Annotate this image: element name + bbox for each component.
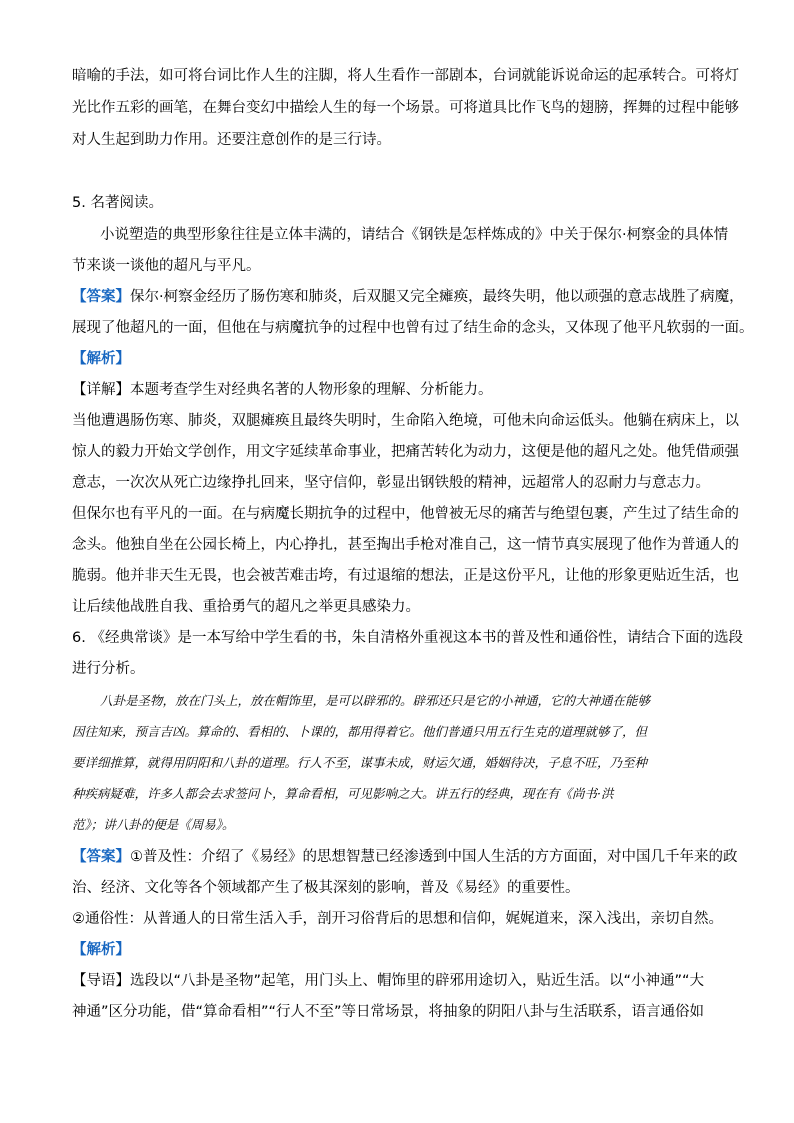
answer-text: 保尔·柯察金经历了肠伤寒和肺炎，后双腿又完全瘫痪，最终失明，他以顽强的意志战胜了病魔，	[130, 289, 744, 305]
guide-text: 神通”区分功能，借“算命看相”“行人不至”等日常场景，将抽象的阴阳八卦与生活联系，语言通俗如	[72, 1004, 705, 1020]
guide-line	[72, 971, 704, 991]
quote-line: 种疾病疑难，许多人都会去求签问卜，算命看相，可见影响之大。讲五行的经典，现在有《尚书·洪	[72, 786, 614, 801]
text-line: 对人生起到助力作用。还要注意创作的是三行诗。	[72, 132, 391, 148]
detail-text: 本题考查学生对经典名著的人物形象的理解、分析能力。	[130, 382, 493, 398]
analysis-line	[72, 349, 130, 369]
guide-text: 选段以“八卦是圣物”起笔，用门头上、帽饰里的辟邪用途切入，贴近生活。以“小神通”“大	[130, 973, 705, 989]
analysis-tag: 【解析】	[72, 942, 130, 958]
answer-text: 治、经济、文化等各个领域都产生了极其深刻的影响，普及《易经》的重要性。	[72, 880, 580, 896]
text-line: 光比作五彩的画笔，在舞台变幻中描绘人生的每一个场景。可将道具比作飞鸟的翅膀，挥舞的过程中能够	[72, 100, 739, 116]
question-stem: 6. 《经典常谈》是一本写给中学生看的书，朱自清格外重视这本书的普及性和通俗性，请结合下面的选段	[72, 630, 743, 646]
detail-text: 脆弱。他并非天生无畏，也会被苦难击垮，有过退缩的想法，正是这份平凡，让他的形象更贴近生活，也	[72, 568, 739, 584]
guide-tag: 【导语】	[72, 973, 130, 989]
detail-text: 让后续他战胜自我、重拾勇气的超凡之举更具感染力。	[72, 599, 420, 615]
answer-text: ①普及性：介绍了《易经》的思想智慧已经渗透到中国人生活的方方面面，对中国几千年来的政	[130, 849, 738, 865]
quote-line: 因往知来，预言吉凶。算命的、看相的、卜课的，都用得着它。他们普通只用五行生克的道理就够了，但	[72, 724, 648, 739]
answer-text: ②通俗性：从普通人的日常生活入手，剖开习俗背后的思想和信仰，娓娓道来，深入浅出，亲切自然。	[72, 911, 723, 927]
answer-line	[72, 287, 744, 307]
quote-line: 八卦是圣物，放在门头上，放在帽饰里，是可以辟邪的。辟邪还只是它的小神通，它的大神通在能够	[100, 693, 651, 708]
question-stem: 小说塑造的典型形象往往是立体丰满的，请结合《钢铁是怎样炼成的》中关于保尔·柯察金的具体情	[100, 227, 729, 243]
question-stem: 进行分析。	[72, 661, 145, 677]
question-title: 5. 名著阅读。	[72, 195, 163, 211]
analysis-tag: 【解析】	[72, 351, 130, 367]
detail-tag: 【详解】	[72, 382, 130, 398]
analysis-line	[72, 940, 130, 960]
answer-tag: 【答案】	[72, 289, 130, 305]
detail-text: 惊人的毅力开始文学创作，用文字延续革命事业，把痛苦转化为动力，这便是他的超凡之处。他凭借顽强	[72, 444, 739, 460]
answer-tag: 【答案】	[72, 849, 130, 865]
detail-text: 念头。他独自坐在公园长椅上，内心挣扎，甚至掏出手枪对准自己，这一情节真实展现了他作为普通人的	[72, 537, 739, 553]
detail-line	[72, 380, 493, 400]
question-stem: 节来谈一谈他的超凡与平凡。	[72, 258, 261, 274]
quote-line: 范》；讲八卦的便是《周易》。	[72, 817, 235, 832]
detail-text: 但保尔也有平凡的一面。在与病魔长期抗争的过程中，他曾被无尽的痛苦与绝望包裹，产生过了结生命的	[72, 506, 739, 522]
answer-line	[72, 847, 738, 867]
text-line: 暗喻的手法，如可将台词比作人生的注脚，将人生看作一部剧本，台词就能诉说命运的起承转合。可将灯	[72, 68, 739, 84]
answer-text: 展现了他超凡的一面，但他在与病魔抗争的过程中也曾有过了结生命的念头，又体现了他平凡软弱的一面。	[72, 320, 754, 336]
quote-line: 要详细推算，就得用阴阳和八卦的道理。行人不至，谋事未成，财运欠通，婚姻待决，子息不旺，乃至种	[72, 755, 648, 770]
detail-text: 意志，一次次从死亡边缘挣扎回来，坚守信仰，彰显出钢铁般的精神，远超常人的忍耐力与意志力。	[72, 475, 710, 491]
detail-text: 当他遭遇肠伤寒、肺炎，双腿瘫痪且最终失明时，生命陷入绝境，可他未向命运低头。他躺在病床上，以	[72, 413, 739, 429]
